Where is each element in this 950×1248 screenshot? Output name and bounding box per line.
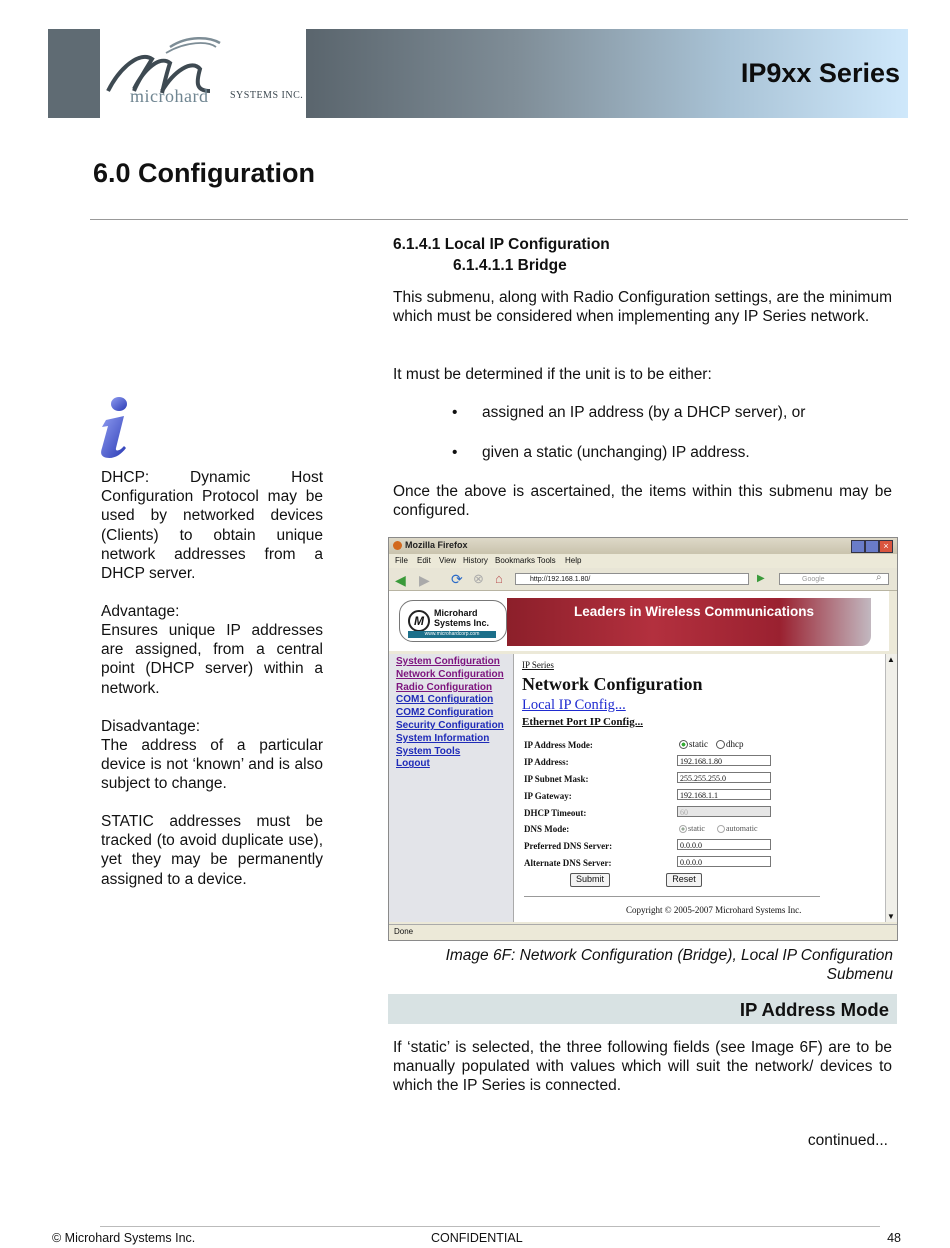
site-logo-badge — [399, 600, 507, 642]
ip-address-label: IP Address: — [524, 757, 569, 767]
subnet-label: IP Subnet Mask: — [524, 774, 589, 784]
menu-help[interactable]: Help — [565, 556, 582, 565]
site-nav — [389, 654, 514, 922]
page-heading: 6.0 Configuration — [93, 158, 315, 188]
site-page-title: Network Configuration — [522, 674, 703, 694]
sidebar-disadvantage-label: Disadvantage: — [101, 718, 201, 735]
dhcp-radio-label: dhcp — [726, 739, 744, 749]
static-paragraph: If ‘static’ is selected, the three following fields (see Image 6F) are to be manually populated with values which will suit the network/ devices to which the IP Series is connected. — [393, 1039, 892, 1095]
nav-system-configuration[interactable]: System Configuration — [396, 656, 500, 667]
bullet-item: • assigned an IP address (by a DHCP server), or — [452, 404, 806, 421]
heading-divider — [90, 219, 908, 220]
nav-radio-configuration[interactable]: Radio Configuration — [396, 681, 493, 693]
menu-edit[interactable]: Edit — [417, 556, 431, 565]
nav-logout[interactable]: Logout — [396, 758, 430, 770]
section-title: 6.1.4.1 Local IP Configuration — [393, 236, 610, 253]
menu-file[interactable]: File — [395, 556, 408, 565]
back-icon[interactable]: ◀ — [395, 572, 406, 588]
home-icon[interactable]: ⌂ — [495, 571, 503, 586]
scroll-down-icon[interactable]: ▼ — [887, 912, 895, 921]
sidebar-dhcp-text: DHCP: Dynamic Host Configuration Protocol may be used by networked devices (Clients) to obtain unique network addresses from a DHCP server. — [101, 469, 323, 583]
subnet-input[interactable]: 255.255.255.0 — [677, 772, 771, 783]
dhcp-timeout-input[interactable]: 60 — [677, 806, 771, 817]
sidebar-static-text: STATIC addresses must be tracked (to avoid duplicate use), yet they may be permanently assigned to a device. — [101, 813, 323, 888]
menu-tools[interactable]: Tools — [537, 556, 556, 565]
determine-paragraph: It must be determined if the unit is to be either: — [393, 366, 712, 383]
search-icon[interactable]: ⌕ — [876, 572, 882, 583]
scroll-up-icon[interactable]: ▲ — [887, 655, 895, 664]
dns-static-label: static — [688, 824, 705, 833]
bullet-item: • given a static (unchanging) IP address. — [452, 444, 750, 461]
dhcp-radio[interactable] — [716, 740, 725, 749]
gateway-label: IP Gateway: — [524, 791, 572, 801]
dhcp-timeout-label: DHCP Timeout: — [524, 808, 587, 818]
gateway-input[interactable]: 192.168.1.1 — [677, 789, 771, 800]
sidebar-advantage-text: Ensures unique IP addresses are assigned, from a central point (DHCP server) within a network. — [101, 622, 323, 697]
ip-mode-label: IP Address Mode: — [524, 740, 593, 750]
ip-mode-heading-bar — [388, 994, 897, 1024]
submit-button[interactable]: Submit — [570, 873, 610, 887]
bullet-text: given a static (unchanging) IP address. — [482, 444, 750, 461]
site-breadcrumb[interactable]: IP Series — [522, 660, 554, 670]
intro-paragraph: This submenu, along with Radio Configuration settings, are the minimum which must be considered when implementing any IP Series network. — [393, 289, 892, 326]
close-icon[interactable]: × — [879, 540, 893, 553]
site-sub-title[interactable]: Local IP Config... — [522, 697, 626, 713]
firefox-icon — [393, 541, 402, 550]
window-title: Mozilla Firefox — [405, 540, 468, 550]
site-logo-icon: M — [408, 610, 430, 632]
reset-button[interactable]: Reset — [666, 873, 702, 887]
nav-system-information[interactable]: System Information — [396, 732, 490, 744]
nav-network-configuration[interactable]: Network Configuration — [396, 668, 504, 680]
window-titlebar — [389, 538, 897, 554]
nav-security-configuration[interactable]: Security Configuration — [396, 719, 504, 731]
ip-mode-heading: IP Address Mode — [739, 999, 889, 1020]
nav-com2-configuration[interactable]: COM2 Configuration — [396, 707, 494, 719]
info-icon — [94, 394, 134, 460]
sidebar-disadvantage-text: The address of a particular device is not ‘known’ and is also subject to change. — [101, 737, 323, 793]
sidebar-advantage-label: Advantage: — [101, 603, 180, 620]
alternate-dns-label: Alternate DNS Server: — [524, 858, 612, 868]
badge-line1: Microhard — [434, 608, 478, 618]
bullet-text: assigned an IP address (by a DHCP server), or — [482, 404, 806, 421]
stop-icon[interactable]: ⊗ — [473, 571, 484, 586]
maximize-icon[interactable] — [865, 540, 879, 553]
logo-company-suffix: SYSTEMS INC. — [230, 90, 304, 101]
nav-system-tools[interactable]: System Tools — [396, 745, 461, 757]
series-title: IP9xx Series — [740, 58, 900, 88]
dns-mode-label: DNS Mode: — [524, 824, 570, 834]
site-section-title: Ethernet Port IP Config... — [522, 716, 643, 728]
search-input[interactable]: Google — [779, 573, 889, 585]
continued-text: continued... — [807, 1132, 888, 1149]
preferred-dns-label: Preferred DNS Server: — [524, 841, 613, 851]
badge-url: www.microhardcorp.com — [408, 631, 496, 638]
ascertained-paragraph: Once the above is ascertained, the items within this submenu may be configured. — [393, 483, 892, 520]
go-icon[interactable]: ▶ — [757, 573, 765, 584]
alternate-dns-input[interactable]: 0.0.0.0 — [677, 856, 771, 867]
browser-screenshot — [388, 537, 898, 941]
header-left-block — [48, 29, 100, 118]
banner-slogan: Leaders in Wireless Communications — [574, 604, 814, 619]
static-radio-label: static — [689, 739, 708, 749]
dns-automatic-radio[interactable] — [717, 825, 725, 833]
menu-view[interactable]: View — [439, 556, 457, 565]
subsection-title: 6.1.4.1.1 Bridge — [453, 257, 567, 274]
url-bar[interactable]: http://192.168.1.80/ — [515, 573, 749, 585]
menu-bar — [389, 554, 897, 568]
preferred-dns-input[interactable]: 0.0.0.0 — [677, 839, 771, 850]
site-copyright: Copyright © 2005-2007 Microhard Systems Inc. — [626, 905, 802, 915]
dns-automatic-label: automatic — [726, 824, 758, 833]
image-caption: Image 6F: Network Configuration (Bridge), Local IP Configuration Submenu — [445, 947, 893, 984]
footer-divider — [100, 1226, 880, 1227]
footer-confidential: CONFIDENTIAL — [431, 1231, 523, 1245]
dns-static-radio[interactable] — [679, 825, 687, 833]
status-bar: Done — [389, 924, 897, 940]
site-content — [514, 654, 886, 922]
forward-icon[interactable]: ▶ — [419, 572, 430, 588]
minimize-icon[interactable] — [851, 540, 865, 553]
footer-page-number: 48 — [887, 1231, 901, 1245]
static-radio[interactable] — [679, 740, 688, 749]
reload-icon[interactable]: ⟳ — [451, 571, 463, 587]
logo-company-name: microhard — [130, 86, 209, 106]
vertical-scrollbar[interactable] — [885, 654, 897, 922]
nav-com1-configuration[interactable]: COM1 Configuration — [396, 694, 494, 706]
ip-address-input[interactable]: 192.168.1.80 — [677, 755, 771, 766]
badge-line2: Systems Inc. — [434, 618, 490, 628]
menu-bookmarks[interactable]: Bookmarks — [495, 556, 536, 565]
menu-history[interactable]: History — [463, 556, 488, 565]
footer-copyright: © Microhard Systems Inc. — [52, 1231, 196, 1245]
site-divider — [524, 896, 820, 897]
